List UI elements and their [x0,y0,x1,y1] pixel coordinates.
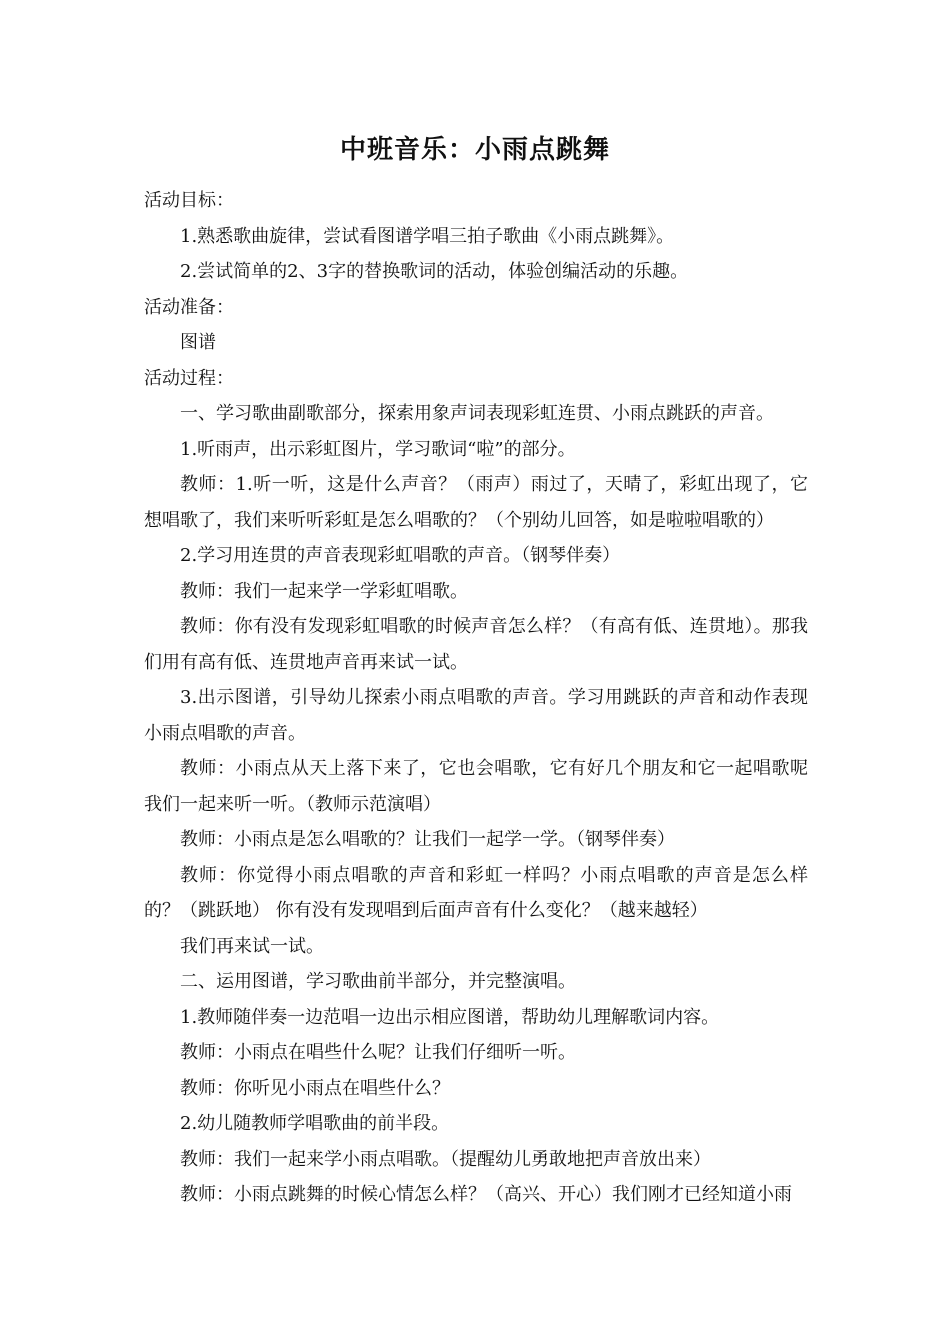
paragraph: 教师：小雨点是怎么唱歌的？让我们一起学一学。（钢琴伴奏） [180,829,675,850]
document-title: 中班音乐：小雨点跳舞 [339,135,610,165]
document-body [144,183,808,1213]
paragraph: 活动目标： [144,190,234,211]
paragraph: 一、学习歌曲副歌部分，探索用象声词表现彩虹连贯、小雨点跳跃的声音。 [180,403,774,424]
paragraph: 2.幼儿随教师学唱歌曲的前半段。 [180,1113,450,1134]
paragraph: 教师：小雨点从天上落下来了，它也会唱歌，它有好几个朋友和它一起唱歌呢我们一起来听一听。（教师示范演唱） [144,758,808,815]
paragraph: 教师：你听见小雨点在唱些什么？ [180,1077,450,1099]
paragraph: 3.出示图谱，引导幼儿探索小雨点唱歌的声音。学习用跳跃的声音和动作表现小雨点唱歌的声音。 [144,687,808,744]
paragraph: 教师：小雨点跳舞的时候心情怎么样？（高兴、开心）我们刚才已经知道小雨 [180,1184,792,1205]
paragraph: 2.尝试简单的2、3字的替换歌词的活动，体验创编活动的乐趣。 [180,261,689,282]
paragraph: 教师：1.听一听，这是什么声音？（雨声）雨过了，天晴了，彩虹出现了，它想唱歌了，我们来听听彩虹是怎么唱歌的？（个别幼儿回答，如是啦啦唱歌的） [144,474,808,531]
paragraph: 教师：小雨点在唱些什么呢？让我们仔细听一听。 [180,1042,576,1063]
paragraph: 我们再来试一试。 [180,935,324,957]
paragraph: 二、运用图谱，学习歌曲前半部分，并完整演唱。 [180,971,576,992]
paragraph: 活动过程： [144,367,234,389]
paragraph: 1.听雨声，出示彩虹图片，学习歌词“啦”的部分。 [180,438,576,460]
paragraph: 教师：我们一起来学一学彩虹唱歌。 [180,580,468,602]
paragraph: 2.学习用连贯的声音表现彩虹唱歌的声音。（钢琴伴奏） [180,545,621,566]
paragraph: 1.熟悉歌曲旋律，尝试看图谱学唱三拍子歌曲《小雨点跳舞》。 [180,225,675,247]
paragraph: 教师：你有没有发现彩虹唱歌的时候声音怎么样？（有高有低、连贯地）。那我们用有高有低、连贯地声音再来试一试。 [144,616,808,673]
paragraph: 1.教师随伴奏一边范唱一边出示相应图谱，帮助幼儿理解歌词内容。 [180,1006,720,1028]
paragraph: 图谱 [180,332,216,353]
paragraph: 活动准备： [144,296,234,318]
paragraph: 教师：你觉得小雨点唱歌的声音和彩虹一样吗？小雨点唱歌的声音是怎么样的？（跳跃地） 你有没有发现唱到后面声音有什么变化？（越来越轻） [144,864,808,921]
paragraph: 教师：我们一起来学小雨点唱歌。（提醒幼儿勇敢地把声音放出来） [180,1148,711,1170]
